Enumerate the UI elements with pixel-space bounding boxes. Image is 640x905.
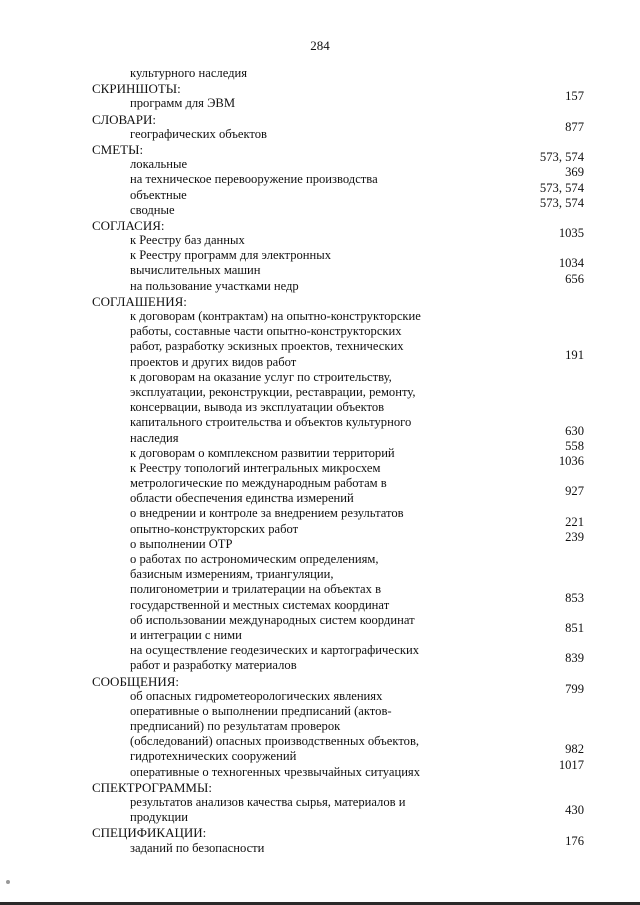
index-entry (130, 150, 584, 172)
scan-mark (6, 880, 10, 884)
heading-text: СМЕТЫ: (92, 141, 144, 157)
index-entry (130, 734, 584, 749)
index-entry (130, 256, 584, 278)
index-heading (92, 81, 584, 96)
index-entry (130, 453, 584, 476)
index-entry (130, 385, 584, 400)
page-reference: 927 (565, 484, 584, 499)
index-entry (130, 529, 584, 552)
index-entry (130, 719, 584, 734)
index-entry (130, 795, 584, 810)
entry-text: об использовании международных систем координат (130, 612, 415, 627)
entry-text: консервации, вывода из эксплуатации объектов (130, 400, 385, 415)
entry-text: вычислительных машин (130, 263, 261, 278)
entry-text: на техническое перевооружение производства (130, 172, 378, 187)
entry-text: к договорам о комплексном развитии территорий (130, 445, 395, 460)
heading-text: СЛОВАРИ: (92, 111, 157, 127)
entry-text: базисным измерениям, триангуляции, (130, 567, 334, 582)
entry-text: области обеспечения единства измерений (130, 491, 354, 506)
page-reference: 558 (565, 438, 584, 453)
page-reference: 1034 (558, 256, 584, 271)
index-heading (92, 294, 584, 309)
entry-text: продукции (130, 810, 189, 825)
entry-text: проектов и других видов работ (130, 354, 297, 369)
index-entry (130, 423, 584, 446)
index-heading (92, 218, 584, 233)
index-entry (130, 742, 584, 764)
page-reference: 851 (565, 620, 584, 635)
page-reference: 573, 574 (539, 180, 584, 195)
index-entry (130, 438, 584, 461)
entry-text: о внедрении и контроле за внедрением результатов (130, 506, 404, 521)
entry-text: на осуществление геодезических и картографических (130, 643, 419, 658)
index-entry (130, 400, 584, 415)
index-entry (130, 271, 584, 294)
index-entry (130, 195, 584, 218)
page-reference: 799 (565, 681, 584, 696)
page-reference: 221 (565, 514, 584, 529)
heading-text: СПЕЦИФИКАЦИИ: (92, 825, 207, 841)
heading-text: СПЕКТРОГРАММЫ: (92, 779, 212, 795)
index-entry (130, 370, 584, 385)
index-entry (130, 757, 584, 780)
entry-text: метрологические по международным работам в (130, 476, 387, 491)
page-reference: 656 (565, 271, 584, 286)
entry-text: работ и разработку материалов (130, 658, 297, 673)
index-entry (130, 651, 584, 673)
index-entry (130, 180, 584, 203)
page-reference: 1035 (558, 226, 584, 241)
index-entry (130, 704, 584, 719)
index-entry (130, 339, 584, 354)
index-entry (130, 567, 584, 582)
entry-text: (обследований) опасных производственных объектов, (130, 734, 420, 749)
index-entry (130, 506, 584, 521)
page-reference: 176 (565, 833, 584, 848)
entry-text: о работах по астрономическим определениям, (130, 552, 379, 566)
entry-text: гидротехнических сооружений (130, 749, 297, 764)
index-heading (92, 780, 584, 795)
index-entry (130, 484, 584, 506)
index-entry (130, 119, 584, 142)
entry-text: объектные (130, 187, 187, 202)
entry-text: программ для ЭВМ (130, 96, 236, 111)
entry-text: эксплуатации, реконструкции, реставрации, ремонту, (130, 384, 416, 399)
entry-text: работ, разработку эскизных проектов, технических (130, 339, 404, 354)
heading-text: СООБЩЕНИЯ: (92, 673, 180, 689)
page-reference: 853 (565, 590, 584, 605)
entry-text: географических объектов (130, 126, 267, 141)
index-heading (92, 825, 584, 840)
entry-text: оперативные о техногенных чрезвычайных ситуациях (130, 764, 421, 779)
heading-text: СОГЛАШЕНИЯ: (92, 293, 187, 309)
index-heading (92, 674, 584, 689)
entry-text: о выполнении ОТР (130, 536, 233, 551)
page-reference: 573, 574 (539, 195, 584, 210)
entry-text: сводные (130, 202, 175, 217)
index-entry (130, 165, 584, 187)
index-list (92, 66, 584, 856)
index-entry (130, 309, 584, 324)
entry-text: капитального строительства и объектов культурного (130, 415, 412, 430)
index-heading (92, 142, 584, 157)
entry-text: на пользование участками недр (130, 278, 299, 293)
index-entry (130, 613, 584, 628)
index-entry (130, 89, 584, 111)
index-entry (130, 681, 584, 704)
entry-text: предписаний) по результатам проверок (130, 719, 341, 734)
index-entry (130, 248, 584, 263)
entry-text: результатов анализов качества сырья, материалов и (130, 795, 406, 809)
entry-text: к договорам (контрактам) на опытно-конструкторские (130, 309, 421, 323)
entry-text: наследия (130, 430, 179, 445)
page-reference: 630 (565, 423, 584, 438)
entry-text: оперативные о выполнении предписаний (актов- (130, 703, 392, 718)
page-reference: 573, 574 (539, 150, 584, 165)
page-reference: 1036 (558, 453, 584, 468)
page-reference: 239 (565, 529, 584, 544)
entry-text: к Реестру баз данных (130, 233, 245, 248)
index-entry (130, 590, 584, 613)
index-entry (130, 552, 584, 567)
entry-text: локальные (130, 157, 188, 172)
index-entry (130, 476, 584, 491)
page-reference: 1017 (558, 757, 584, 772)
entry-text: полигонометрии и трилатерации на объектах в (130, 582, 382, 597)
entry-text: работы, составные части опытно-конструкторских (130, 324, 402, 339)
index-entry (130, 514, 584, 537)
heading-text: СКРИНШОТЫ: (92, 81, 181, 97)
page-reference: 157 (565, 89, 584, 104)
entry-text: к Реестру программ для электронных (130, 248, 332, 263)
index-entry (130, 833, 584, 856)
page-reference: 839 (565, 651, 584, 666)
index-entry (130, 66, 584, 81)
page-reference: 430 (565, 803, 584, 818)
index-heading (92, 112, 584, 127)
entry-text: культурного наследия (130, 66, 248, 80)
entry-text: и интеграции с ними (130, 627, 242, 642)
entry-text: к договорам на оказание услуг по строительству, (130, 369, 392, 384)
page-reference: 982 (565, 742, 584, 757)
entry-text: государственной и местных системах координат (130, 597, 390, 612)
page-reference: 369 (565, 165, 584, 180)
index-entry (130, 226, 584, 248)
index-entry (130, 643, 584, 658)
page-reference: 877 (565, 119, 584, 134)
index-entry (130, 415, 584, 430)
page-number: 284 (310, 38, 330, 53)
entry-text: к Реестру топологий интегральных микросхем (130, 460, 381, 475)
index-entry (130, 620, 584, 643)
entry-text: опытно-конструкторских работ (130, 521, 299, 536)
entry-text: об опасных гидрометеорологических явлениях (130, 688, 383, 703)
index-entry (130, 347, 584, 370)
index-entry (130, 582, 584, 597)
entry-text: заданий по безопасности (130, 840, 265, 855)
page-reference: 191 (565, 347, 584, 362)
index-entry (130, 324, 584, 339)
heading-text: СОГЛАСИЯ: (92, 217, 165, 233)
index-entry (130, 803, 584, 825)
